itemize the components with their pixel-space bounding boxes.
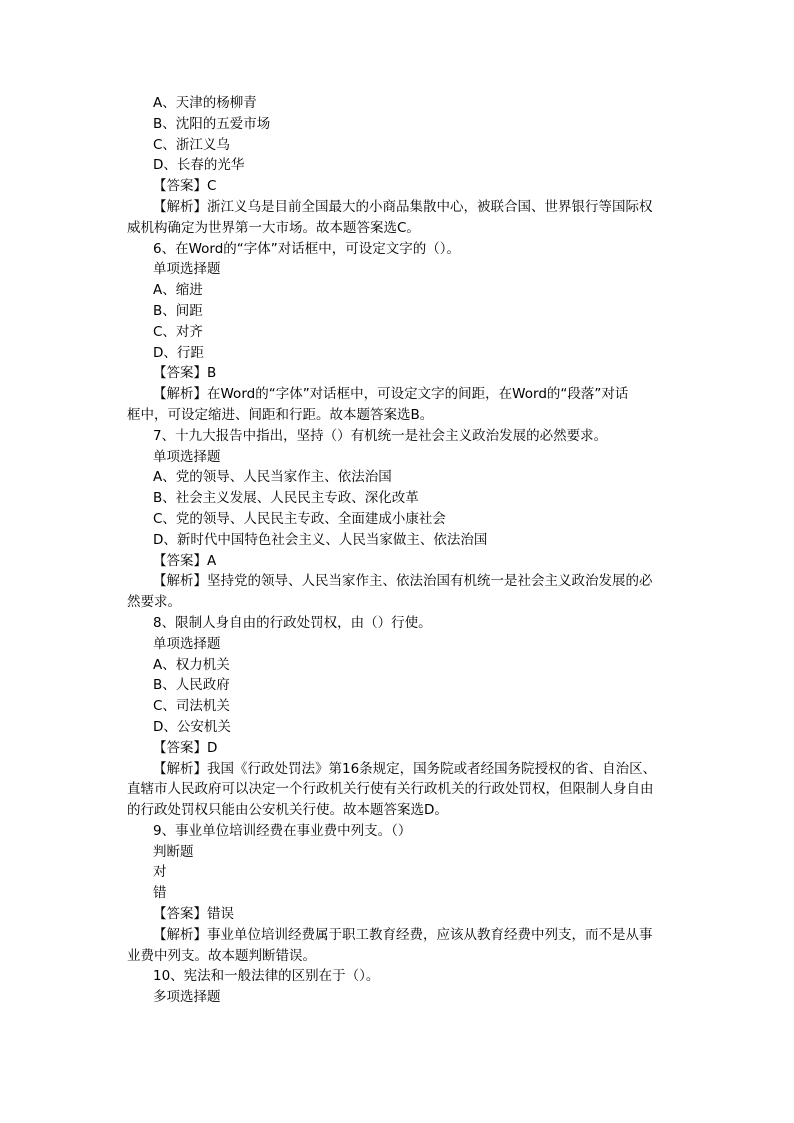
- text-line: 威机构确定为世界第一大市场。故本题答案选C。: [127, 219, 420, 236]
- text-line: 多项选择题: [153, 989, 221, 1006]
- text-line: D、新时代中国特色社会主义、人民当家做主、依法治国: [153, 531, 488, 548]
- text-line: 单项选择题: [153, 261, 221, 278]
- text-line: B、沈阳的五爱市场: [153, 115, 271, 132]
- text-line: 对: [153, 864, 167, 881]
- text-line: 【解析】我国《行政处罚法》第16条规定，国务院或者经国务院授权的省、自治区、: [153, 760, 657, 777]
- text-line: 【答案】A: [153, 552, 217, 569]
- text-line: 【答案】C: [153, 178, 217, 195]
- text-line: C、浙江义乌: [153, 136, 230, 153]
- text-line: B、间距: [153, 302, 203, 319]
- text-line: 7、十九大报告中指出，坚持（）有机统一是社会主义政治发展的必然要求。: [153, 427, 608, 444]
- text-line: 框中，可设定缩进、间距和行距。故本题答案选B。: [127, 406, 434, 423]
- text-line: A、缩进: [153, 282, 203, 299]
- text-line: 【解析】坚持党的领导、人民当家作主、依法治国有机统一是社会主义政治发展的必: [153, 573, 653, 590]
- text-line: 9、事业单位培训经费在事业费中列支。（）: [153, 822, 412, 839]
- text-line: C、党的领导、人民民主专政、全面建成小康社会: [153, 510, 446, 527]
- text-line: 错: [153, 885, 167, 902]
- text-line: A、天津的杨柳青: [153, 95, 257, 111]
- text-line: 【解析】在Word的“字体”对话框中，可设定文字的间距，在Word的“段落”对话: [153, 386, 629, 403]
- text-line: D、长春的光华: [153, 157, 245, 174]
- text-line: C、司法机关: [153, 698, 230, 715]
- text-line: B、人民政府: [153, 677, 230, 694]
- text-line: 单项选择题: [153, 635, 221, 652]
- text-line: D、公安机关: [153, 718, 231, 735]
- text-line: A、党的领导、人民当家作主、依法治国: [153, 469, 392, 486]
- text-line: 【答案】错误: [153, 906, 234, 923]
- text-line: D、行距: [153, 344, 204, 361]
- text-line: 判断题: [153, 843, 194, 860]
- text-line: 【答案】D: [153, 739, 218, 756]
- text-line: 【答案】B: [153, 365, 217, 382]
- text-line: B、社会主义发展、人民民主专政、深化改革: [153, 490, 419, 507]
- text-line: A、权力机关: [153, 656, 230, 673]
- text-line: C、对齐: [153, 323, 203, 340]
- text-line: 6、在Word的“字体”对话框中，可设定文字的（）。: [153, 240, 461, 257]
- text-line: 业费中列支。故本题判断错误。: [127, 947, 316, 964]
- text-line: 10、宪法和一般法律的区别在于（）。: [153, 968, 380, 985]
- document-page: [0, 93, 794, 1008]
- text-line: 【解析】浙江义乌是目前全国最大的小商品集散中心，被联合国、世界银行等国际权: [153, 198, 653, 215]
- text-line: 【解析】事业单位培训经费属于职工教育经费，应该从教育经费中列支，而不是从事: [153, 926, 653, 943]
- text-line: 直辖市人民政府可以决定一个行政机关行使有关行政机关的行政处罚权，但限制人身自由: [127, 781, 654, 798]
- text-line: 单项选择题: [153, 448, 221, 465]
- text-line: 然要求。: [127, 594, 181, 611]
- text-line: 的行政处罚权只能由公安机关行使。故本题答案选D。: [127, 802, 448, 819]
- text-line: 8、限制人身自由的行政处罚权，由（）行使。: [153, 614, 432, 631]
